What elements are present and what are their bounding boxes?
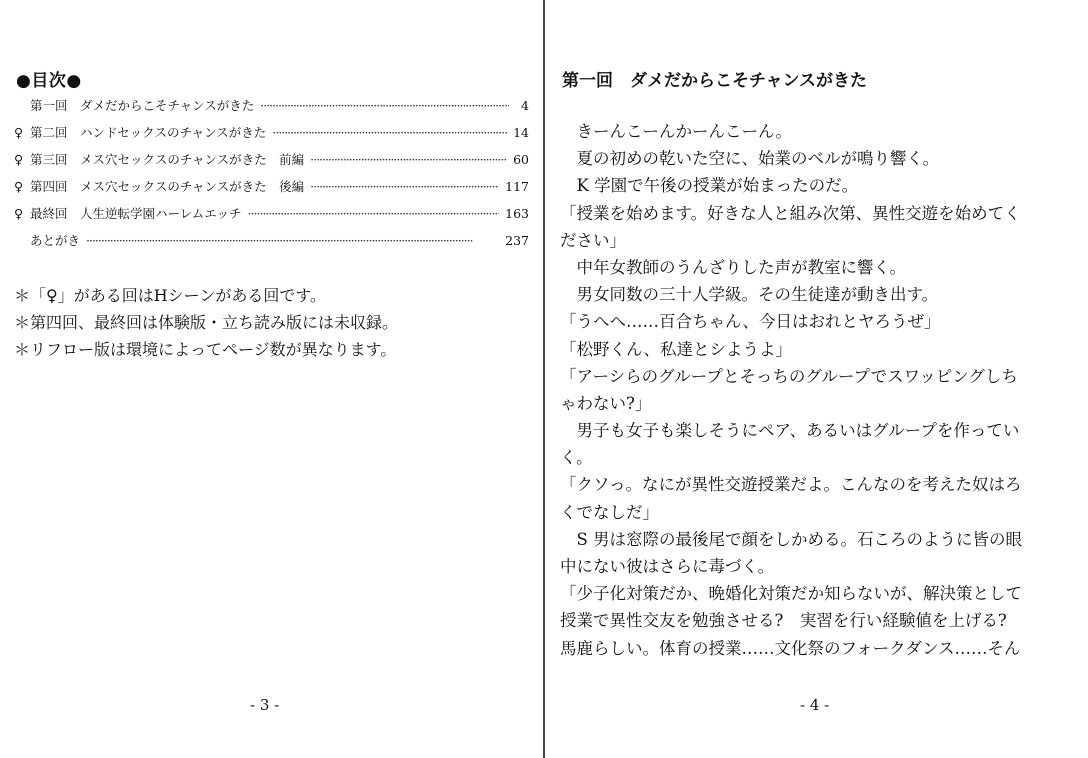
toc-dot-leader bbox=[86, 233, 499, 248]
text-line: K 学園で午後の授業が始まったのだ。 bbox=[560, 176, 859, 196]
text-line: 中年女教師のうんざりした声が教室に響く。 bbox=[560, 257, 907, 277]
text-line: ゃわない?」 bbox=[560, 393, 652, 413]
toc-entry-title: 第三回 メス穴セックスのチャンスがきた 前編 bbox=[30, 152, 305, 167]
text-line: くでなしだ」 bbox=[560, 502, 659, 522]
text-line: きーんこーんかーんこーん。 bbox=[560, 122, 792, 141]
page-number: - 4 - bbox=[800, 696, 830, 714]
text-line: 「授業を始めます。好きな人と組み次第、異性交遊を始めてく bbox=[560, 203, 1021, 223]
toc-entry[interactable] bbox=[14, 204, 529, 231]
toc-dot-leader bbox=[310, 152, 507, 167]
toc-entry-title: 最終回 人生逆転学園ハーレムエッチ bbox=[30, 206, 242, 221]
female-symbol-icon: ♀ bbox=[14, 206, 24, 221]
toc-entry-title: 第二回 ハンドセックスのチャンスがきた bbox=[30, 125, 267, 140]
chapter-body bbox=[560, 118, 1076, 662]
text-line: 中にない彼はさらに毒づく。 bbox=[560, 557, 775, 576]
chapter-title: 第一回 ダメだからこそチャンスがきた bbox=[562, 71, 867, 91]
toc-dot-leader bbox=[248, 206, 500, 221]
toc-heading: ●目次● bbox=[16, 71, 82, 91]
toc-list bbox=[14, 96, 529, 258]
text-line: 男女同数の三十人学級。その生徒達が動き出す。 bbox=[560, 285, 939, 305]
toc-entry[interactable] bbox=[14, 150, 529, 177]
right-page bbox=[546, 0, 1088, 758]
text-line: 男子も女子も楽しそうにペア、あるいはグループを作ってい bbox=[560, 421, 1020, 441]
toc-entry-page: 163 bbox=[505, 206, 529, 221]
text-line: く。 bbox=[560, 448, 593, 468]
toc-entry[interactable] bbox=[14, 96, 529, 123]
toc-notes bbox=[14, 282, 529, 363]
text-line: 「アーシらのグループとそっちのグループでスワッピングしち bbox=[560, 366, 1018, 386]
toc-entry-page: 4 bbox=[521, 98, 529, 113]
text-line: 「うへへ……百合ちゃん、今日はおれとヤろうぜ」 bbox=[560, 312, 941, 332]
toc-dot-leader bbox=[272, 125, 507, 140]
text-line: 授業で異性交友を勉強させる? 実習を行い経験値を上げる? bbox=[560, 611, 1007, 631]
text-line: 夏の初めの乾いた空に、始業のベルが鳴り響く。 bbox=[560, 149, 940, 169]
text-line: 「松野くん、私達とシようよ」 bbox=[560, 339, 792, 359]
toc-dot-leader bbox=[310, 179, 499, 194]
toc-entry-page: 237 bbox=[505, 233, 529, 248]
female-symbol-icon: ♀ bbox=[14, 152, 24, 167]
text-line: 「クソっ。なにが異性交遊授業だよ。こんなのを考えた奴はろ bbox=[560, 475, 1022, 495]
toc-entry-title: 第一回 ダメだからこそチャンスがきた bbox=[30, 98, 255, 113]
toc-entry[interactable] bbox=[14, 123, 529, 150]
toc-entry[interactable] bbox=[14, 177, 529, 204]
note-line: ＊リフロー版は環境によってページ数が異なります。 bbox=[14, 340, 397, 359]
female-symbol-icon: ♀ bbox=[14, 179, 24, 194]
text-line: ださい」 bbox=[560, 230, 626, 250]
toc-entry[interactable] bbox=[14, 231, 529, 258]
page-divider bbox=[543, 0, 545, 758]
female-symbol-icon: ♀ bbox=[14, 125, 24, 140]
note-line: ＊第四回、最終回は体験版・立ち読み版には未収録。 bbox=[14, 313, 399, 332]
left-page bbox=[0, 0, 543, 758]
note-line: ＊「♀」がある回はHシーンがある回です。 bbox=[14, 286, 327, 305]
toc-entry-title: 第四回 メス穴セックスのチャンスがきた 後編 bbox=[30, 179, 305, 194]
text-line: S 男は窓際の最後尾で顔をしかめる。石ころのように皆の眼 bbox=[560, 529, 1023, 549]
page-number: - 3 - bbox=[250, 696, 280, 714]
text-line: 「少子化対策だか、晩婚化対策だか知らないが、解決策として bbox=[560, 584, 1022, 604]
toc-entry-page: 60 bbox=[513, 152, 529, 167]
toc-entry-title: あとがき bbox=[30, 233, 81, 248]
toc-entry-page: 14 bbox=[513, 125, 529, 140]
toc-dot-leader bbox=[260, 98, 509, 113]
text-line: 馬鹿らしい。体育の授業……文化祭のフォークダンス……そん bbox=[560, 638, 1021, 658]
toc-entry-page: 117 bbox=[505, 179, 529, 194]
